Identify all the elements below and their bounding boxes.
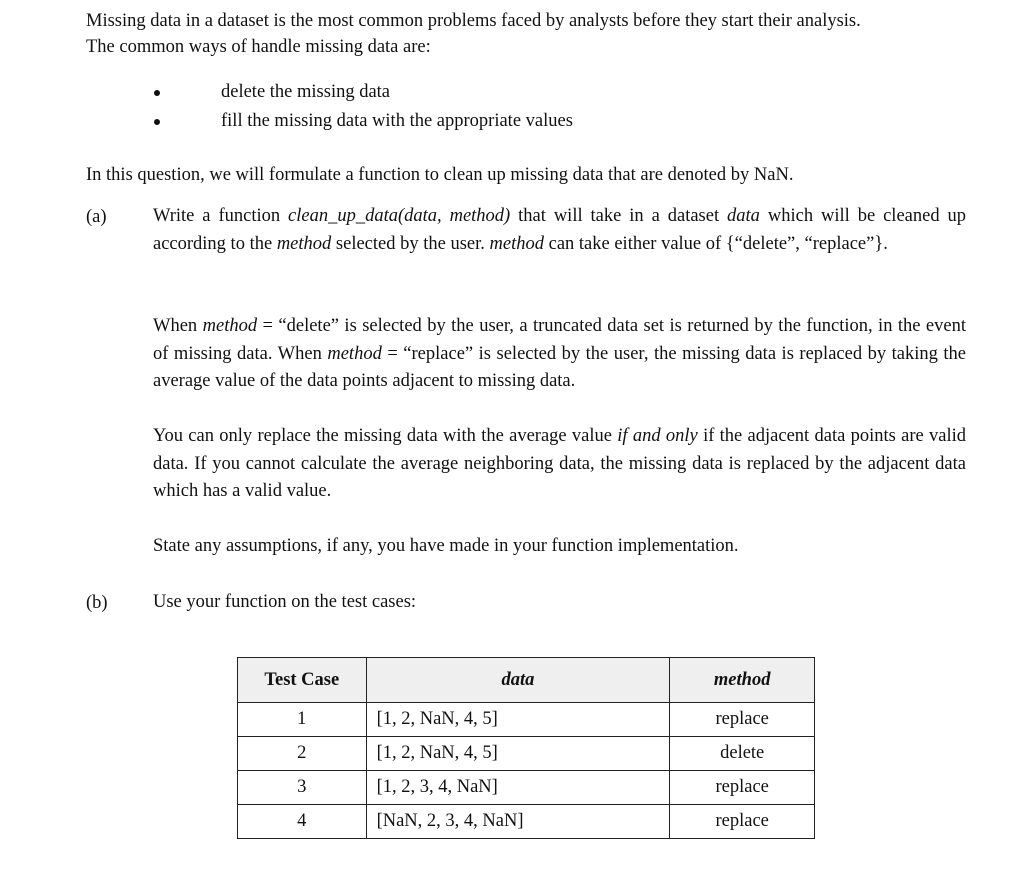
part-b-label: (b) — [86, 593, 108, 613]
table-row — [238, 805, 815, 839]
cell-test-case: 2 — [238, 737, 367, 771]
text-run: which will be cleaned up according to the — [153, 206, 967, 254]
list-item — [150, 107, 850, 136]
part-a-label: (a) — [86, 207, 107, 227]
part-b-text: Use your function on the test cases: — [153, 592, 417, 612]
text-run: if the adjacent data points are valid data. If you cannot calculate the average neighboring data, the missing data is replaced by the adjacent data which has a valid value. — [153, 426, 966, 501]
cell-test-case: 1 — [238, 703, 367, 737]
italic-term: method — [489, 233, 544, 254]
cell-data: [NaN, 2, 3, 4, NaN] — [366, 805, 670, 839]
bullet-text: delete the missing data — [221, 82, 391, 102]
italic-term: data — [727, 206, 760, 226]
italic-term: method — [202, 316, 258, 336]
table-row — [238, 737, 815, 771]
text-run: Write a function — [153, 206, 289, 226]
text-run: When — [153, 316, 203, 336]
italic-term: if and only — [617, 426, 698, 446]
cell-method: delete — [670, 737, 815, 771]
cell-data: [1, 2, NaN, 4, 5] — [366, 703, 670, 737]
table-header-row — [238, 658, 815, 703]
cell-test-case: 3 — [238, 771, 367, 805]
part-b-body — [153, 589, 966, 617]
header-test-case: Test Case — [238, 658, 367, 703]
test-cases-table — [237, 657, 815, 839]
part-a-paragraph-1 — [153, 203, 966, 258]
table-row — [238, 703, 815, 737]
part-a-paragraph-2 — [153, 313, 966, 396]
intro-line-1: Missing data in a dataset is the most common problems faced by analysts before they start their analysis. — [86, 11, 861, 31]
intro-line-2: The common ways of handle missing data are: — [86, 37, 431, 57]
header-method: method — [670, 658, 815, 703]
assumptions-text: State any assumptions, if any, you have made in your function implementation. — [153, 536, 739, 556]
part-a-paragraph-3 — [153, 423, 966, 506]
cell-data: [1, 2, NaN, 4, 5] — [366, 737, 670, 771]
text-run: that will take in a dataset — [510, 206, 728, 226]
cell-method: replace — [670, 805, 815, 839]
italic-term: method — [276, 233, 332, 254]
text-run: You can only replace the missing data with the average value — [153, 426, 618, 446]
text-run: = “delete” is selected by the user, a truncated data set is returned by the function, in the event of missing data. When — [153, 316, 966, 364]
table-row — [238, 771, 815, 805]
text-run: = “replace” is selected by the user, the missing data is replaced by taking the average value of the data points adjacent to missing data. — [153, 343, 966, 391]
intro-paragraph — [86, 8, 976, 60]
bullet-list — [150, 78, 850, 136]
text-run: can take either value of {“delete”, “replace”}. — [543, 233, 888, 254]
part-a-paragraph-4 — [153, 533, 966, 561]
function-signature: clean_up_data(data, method) — [288, 206, 511, 226]
bullet-text: fill the missing data with the appropriate values — [221, 111, 573, 131]
header-data: data — [366, 658, 670, 703]
cell-data: [1, 2, 3, 4, NaN] — [366, 771, 670, 805]
question-intro: In this question, we will formulate a function to clean up missing data that are denoted by NaN. — [86, 165, 794, 185]
cell-method: replace — [670, 703, 815, 737]
cell-method: replace — [670, 771, 815, 805]
text-run: selected by the user. — [331, 233, 490, 254]
list-item — [150, 78, 850, 107]
cell-test-case: 4 — [238, 805, 367, 839]
italic-term: method — [327, 343, 382, 364]
